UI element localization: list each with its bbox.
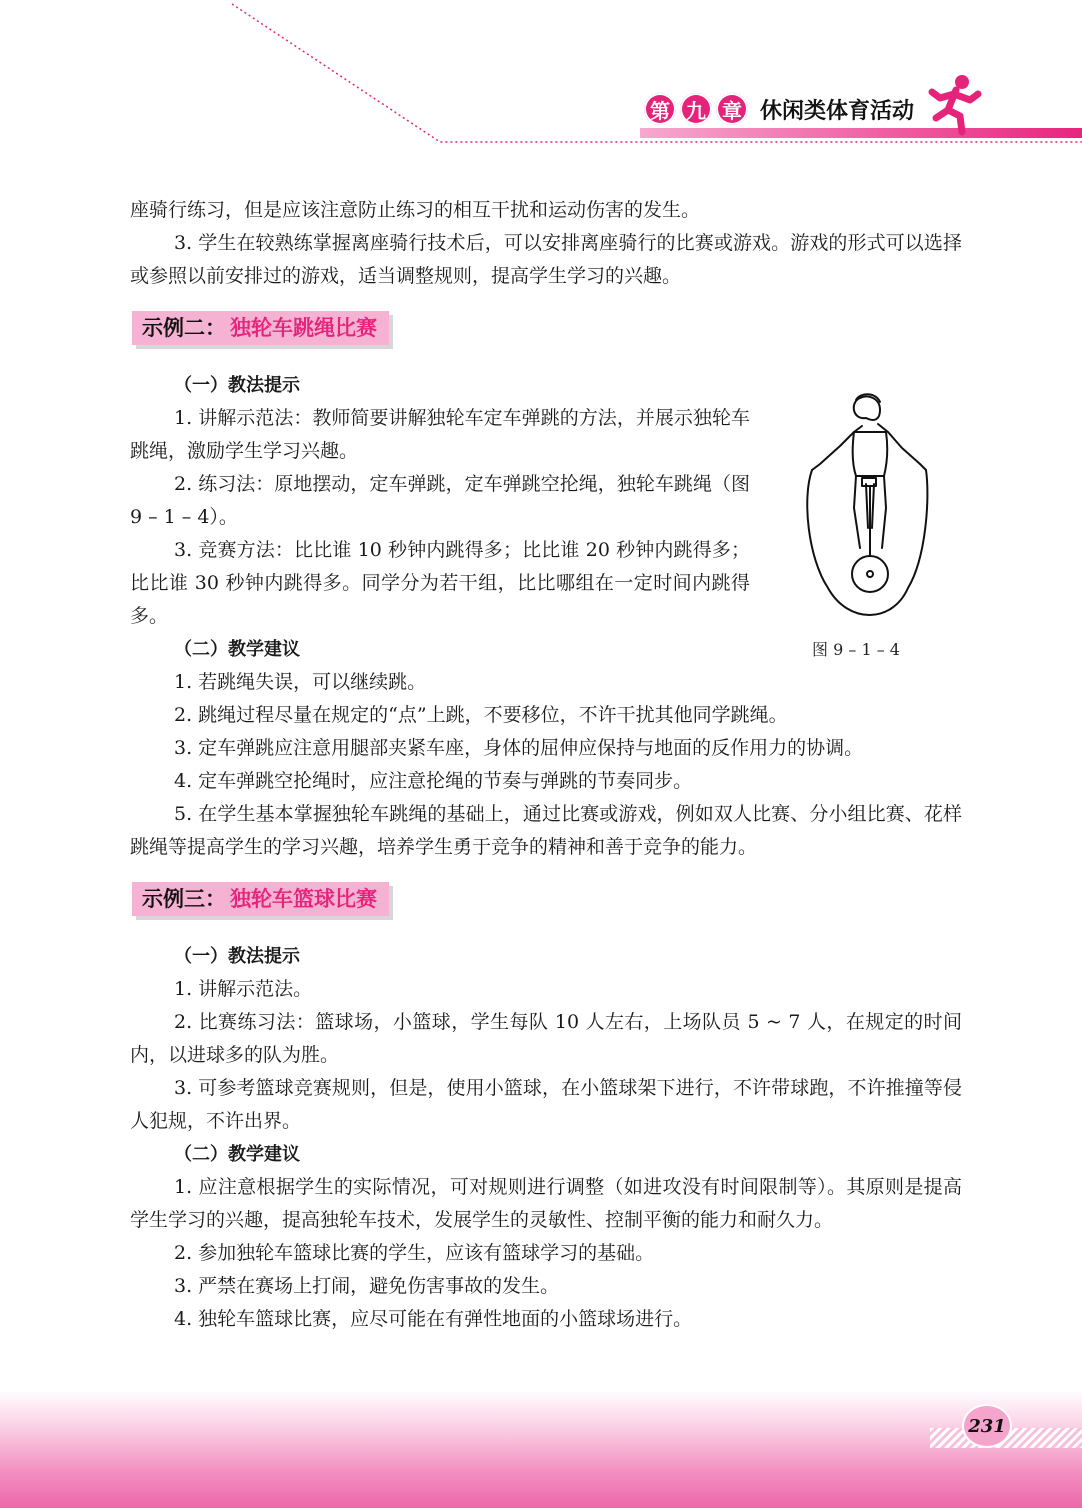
example-2-tips	[130, 402, 750, 633]
intro-paragraph: 3. 学生在较熟练掌握离座骑行技术后，可以安排离座骑行的比赛或游戏。游戏的形式可以选择或参照以前安排过的游戏，适当调整规则，提高学生学习的兴趣。	[130, 232, 962, 287]
tip-item: 3. 可参考篮球竞赛规则，但是，使用小篮球，在小篮球架下进行，不许带球跑，不许推撞等侵人犯规，不许出界。	[130, 1077, 962, 1132]
advice-item: 4. 独轮车篮球比赛，应尽可能在有弹性地面的小篮球场进行。	[174, 1308, 693, 1330]
header-bar	[640, 128, 1082, 138]
tip-item: 1. 讲解示范法：教师简要讲解独轮车定车弹跳的方法，并展示独轮车跳绳，激励学生学习兴趣。	[130, 407, 750, 462]
chapter-char: 第	[644, 93, 676, 125]
footer-band	[0, 1390, 1082, 1508]
advice-item: 1. 若跳绳失误，可以继续跳。	[174, 671, 427, 693]
intro-paragraph: 座骑行练习，但是应该注意防止练习的相互干扰和运动伤害的发生。	[130, 199, 701, 221]
figure-caption: 图 9 – 1 – 4	[812, 640, 900, 659]
unicycle-jump-rope-illustration	[788, 388, 944, 628]
page-number: 231	[962, 1404, 1012, 1448]
example-3-tips-heading: （一）教法提示	[174, 946, 300, 967]
example-3-advice-heading: （二）教学建议	[174, 1144, 300, 1165]
advice-item: 2. 跳绳过程尽量在规定的“点”上跳，不要移位，不许干扰其他同学跳绳。	[174, 704, 788, 726]
example-3-title: 独轮车篮球比赛	[230, 886, 377, 911]
example-2-title: 独轮车跳绳比赛	[230, 315, 377, 340]
page-content	[130, 194, 962, 1336]
example-2-heading	[132, 311, 389, 345]
advice-item: 4. 定车弹跳空抡绳时，应注意抡绳的节奏与弹跳的节奏同步。	[174, 770, 693, 792]
tip-item: 3. 竞赛方法：比比谁 10 秒钟内跳得多；比比谁 20 秒钟内跳得多；比比谁 30 秒钟内跳得多。同学分为若干组，比比哪组在一定时间内跳得多。	[130, 539, 750, 627]
advice-item: 2. 参加独轮车篮球比赛的学生，应该有篮球学习的基础。	[174, 1242, 655, 1264]
advice-item: 1. 应注意根据学生的实际情况，可对规则进行调整（如进攻没有时间限制等）。其原则是提高学生学习的兴趣，提高独轮车技术，发展学生的灵敏性、控制平衡的能力和耐久力。	[130, 1176, 962, 1231]
chapter-title: 休闲类体育活动	[760, 98, 915, 124]
advice-item: 3. 定车弹跳应注意用腿部夹紧车座，身体的屈伸应保持与地面的反作用力的协调。	[174, 737, 864, 759]
runner-icon	[926, 72, 990, 136]
advice-item: 5. 在学生基本掌握独轮车跳绳的基础上，通过比赛或游戏，例如双人比赛、分小组比赛、花样跳绳等提高学生的学习兴趣，培养学生勇于竞争的精神和善于竞争的能力。	[130, 803, 962, 858]
example-3-heading	[132, 882, 389, 916]
advice-item: 3. 严禁在赛场上打闹，避免伤害事故的发生。	[174, 1275, 560, 1297]
tip-item: 2. 比赛练习法：篮球场，小篮球，学生每队 10 人左右，上场队员 5 ~ 7 人，在规定的时间内，以进球多的队为胜。	[130, 1011, 962, 1066]
example-2-advice-heading: （二）教学建议	[174, 639, 300, 660]
example-2-prefix: 示例二：	[142, 315, 226, 340]
tip-item: 1. 讲解示范法。	[174, 978, 313, 1000]
chapter-char: 九	[680, 93, 712, 125]
chapter-char: 章	[716, 93, 748, 125]
example-3-prefix: 示例三：	[142, 886, 226, 911]
example-2-tips-heading: （一）教法提示	[174, 375, 300, 396]
tip-item: 2. 练习法：原地摆动，定车弹跳，定车弹跳空抡绳，独轮车跳绳（图 9 – 1 – 4）。	[130, 473, 750, 528]
chapter-heading	[644, 93, 914, 125]
